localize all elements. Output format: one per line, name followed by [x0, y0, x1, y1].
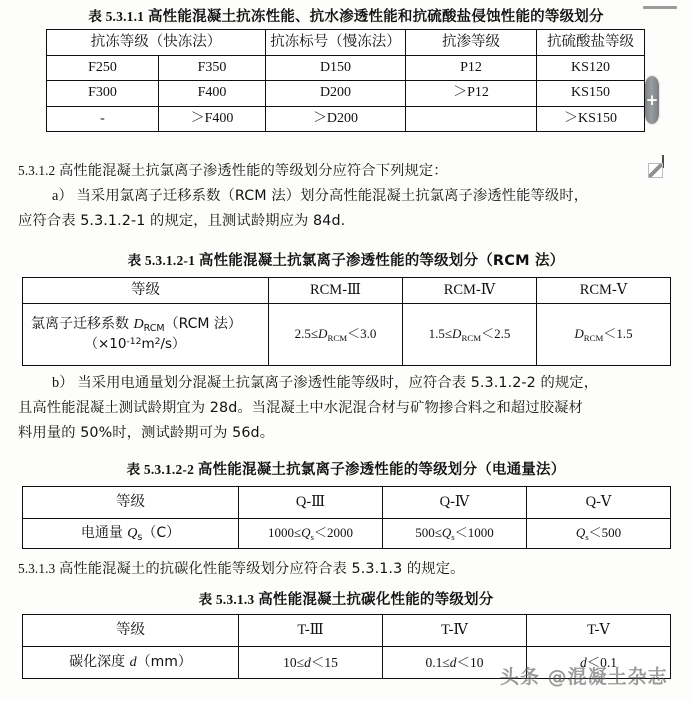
table-5313-caption [0, 588, 692, 609]
item-b-text-line3: 料用量的 50%时，测试龄期可为 56d。 [18, 425, 275, 441]
table-5311-header-3: 抗硫酸盐等级 [537, 30, 645, 56]
table-5313-header-3: T-Ⅴ [527, 615, 671, 647]
row-label-line2: $(\times 10^{-12}m^2/s)$ [84, 336, 186, 353]
table-53122-header-0: 等级 [23, 487, 239, 519]
table-5313-header-2: T-Ⅳ [383, 615, 527, 647]
table-5311-r2c3 [406, 106, 537, 131]
clause-5312-item-b-line1 [18, 372, 678, 395]
table-5313-header-1: T-Ⅲ [239, 615, 383, 647]
clause-5312-number: 5.3.1.2 [18, 163, 56, 178]
table-53121-caption-number: 表 5.3.1.2-1 [127, 253, 196, 268]
item-a-text-line1: 当采用氯离子迁移系数（RCM 法）划分高性能混凝土抗氯离子渗透性能等级时， [76, 188, 589, 204]
table-53122-caption [0, 458, 692, 479]
clause-5313-text: 高性能混凝土的抗碳化性能等级划分应符合表 5.3.1.3 的规定。 [58, 561, 465, 577]
watermark: 头条 @混凝土杂志 [500, 666, 668, 688]
table-53121-header-1: RCM-Ⅲ [269, 278, 403, 304]
clause-5312-item-a-line2 [18, 210, 678, 233]
table-5311-r2c1: ＞F400 [159, 106, 266, 131]
table-5311-r0c4: KS120 [537, 56, 645, 81]
table-5313-caption-number: 表 5.3.1.3 [198, 592, 255, 607]
clause-5313-number: 5.3.1.3 [18, 561, 56, 576]
table-53121-v0: $2.5\le D_{RCM}<3.0$ [269, 304, 403, 366]
table-53121-header-0: 等级 [23, 278, 269, 304]
clause-5312-item-b-line2 [18, 397, 683, 420]
table-53122-header-2: Q-Ⅳ [383, 487, 527, 519]
table-53122-header-1: Q-Ⅲ [239, 487, 383, 519]
table-5311-r0c3: P12 [406, 56, 537, 81]
table-53121-v2: $D_{RCM}<1.5$ [537, 304, 671, 366]
table-5311-r0c2: D150 [266, 56, 406, 81]
table-53122-row-label: 电通量 $Q_s(C)$ [23, 519, 239, 549]
clause-5312-line [18, 160, 678, 183]
item-a-label: a） [52, 188, 73, 204]
table-53121-caption-text: 高性能混凝土抗氯离子渗透性能的等级划分（RCM 法） [198, 253, 565, 269]
table-53122-header-3: Q-Ⅴ [527, 487, 671, 519]
table-row-header [23, 278, 671, 304]
table-5313-v1: 0.1≤d＜10 [383, 647, 527, 679]
clause-5313-line [18, 558, 678, 581]
table-5311-r2c2: ＞D200 [266, 106, 406, 131]
table-53121-caption [0, 249, 692, 270]
table-row [23, 519, 671, 549]
table-5313-v2: d＜0.1 [527, 647, 671, 679]
table-5313-caption-text: 高性能混凝土抗碳化性能的等级划分 [258, 592, 494, 608]
table-5311 [46, 29, 645, 132]
item-b-label: b） [52, 375, 74, 391]
table-53121 [22, 277, 671, 366]
clause-5312-text: 高性能混凝土抗氯离子渗透性能的等级划分应符合下列规定： [58, 163, 448, 179]
add-row-handle[interactable] [645, 76, 659, 124]
table-53121-header-3: RCM-Ⅴ [537, 278, 671, 304]
table-5311-r2c4: ＞KS150 [537, 106, 645, 131]
table-5311-r1c0: F300 [47, 81, 159, 106]
table-5313-v0: 10≤d＜15 [239, 647, 383, 679]
table-53122-caption-number: 表 5.3.1.2-2 [126, 462, 195, 477]
table-5311-header-0: 抗冻等级（快冻法） [47, 30, 266, 56]
table-5311-caption-number: 表 5.3.1.1 [88, 9, 145, 24]
clause-5312-item-b-line3 [18, 422, 678, 445]
table-5311-r1c2: D200 [266, 81, 406, 106]
table-53122-v0: $1000\le Q_s<2000$ [239, 519, 383, 549]
clause-5312-item-a-line1 [18, 185, 678, 208]
table-5313-header-0: 等级 [23, 615, 239, 647]
table-5311-r2c0: - [47, 106, 159, 131]
table-row-header [23, 615, 671, 647]
table-5311-caption-text: 高性能混凝土抗冻性能、抗水渗透性能和抗硫酸盐侵蚀性能的等级划分 [147, 9, 604, 25]
table-5311-r1c1: F400 [159, 81, 266, 106]
item-b-text-line2: 且高性能混凝土测试龄期宜为 28d。当混凝土中水泥混合材与矿物掺合料之和超过胶凝材 [18, 400, 583, 416]
table-5311-caption [0, 5, 692, 26]
table-5311-r0c0: F250 [47, 56, 159, 81]
table-53121-v1: $1.5\le D_{RCM}<2.5$ [403, 304, 537, 366]
table-row [47, 106, 645, 131]
table-row [23, 304, 671, 366]
table-row [47, 81, 645, 106]
plus-icon: + [645, 90, 659, 109]
table-53122-v2: $Q_s<500$ [527, 519, 671, 549]
table-5313-row-label: 碳化深度 d（mm） [23, 647, 239, 679]
table-5311-r1c4: KS150 [537, 81, 645, 106]
table-row-header [23, 487, 671, 519]
row-label-line1: 氯离子迁移系数 $D_{RCM}(RCM$ 法） [31, 316, 242, 334]
table-53122-caption-text: 高性能混凝土抗氯离子渗透性能的等级划分（电通量法） [197, 462, 566, 478]
table-5311-r1c3: ＞P12 [406, 81, 537, 106]
table-5311-header-2: 抗渗等级 [406, 30, 537, 56]
table-53121-row-label [23, 304, 269, 366]
table-53121-header-2: RCM-Ⅳ [403, 278, 537, 304]
table-5311-r0c1: F350 [159, 56, 266, 81]
table-row [47, 56, 645, 81]
table-53122 [22, 486, 671, 549]
table-5311-header-1: 抗冻标号（慢冻法） [266, 30, 406, 56]
table-row-header [47, 30, 645, 56]
item-b-text-line1: 当采用电通量划分混凝土抗氯离子渗透性能等级时，应符合表 5.3.1.2-2 的规定， [77, 375, 599, 391]
item-a-text-line2: 应符合表 5.3.1.2-1 的规定，且测试龄期应为 84d. [18, 213, 346, 229]
scroll-stub [643, 6, 677, 9]
table-53122-v1: $500\le Q_s<1000$ [383, 519, 527, 549]
